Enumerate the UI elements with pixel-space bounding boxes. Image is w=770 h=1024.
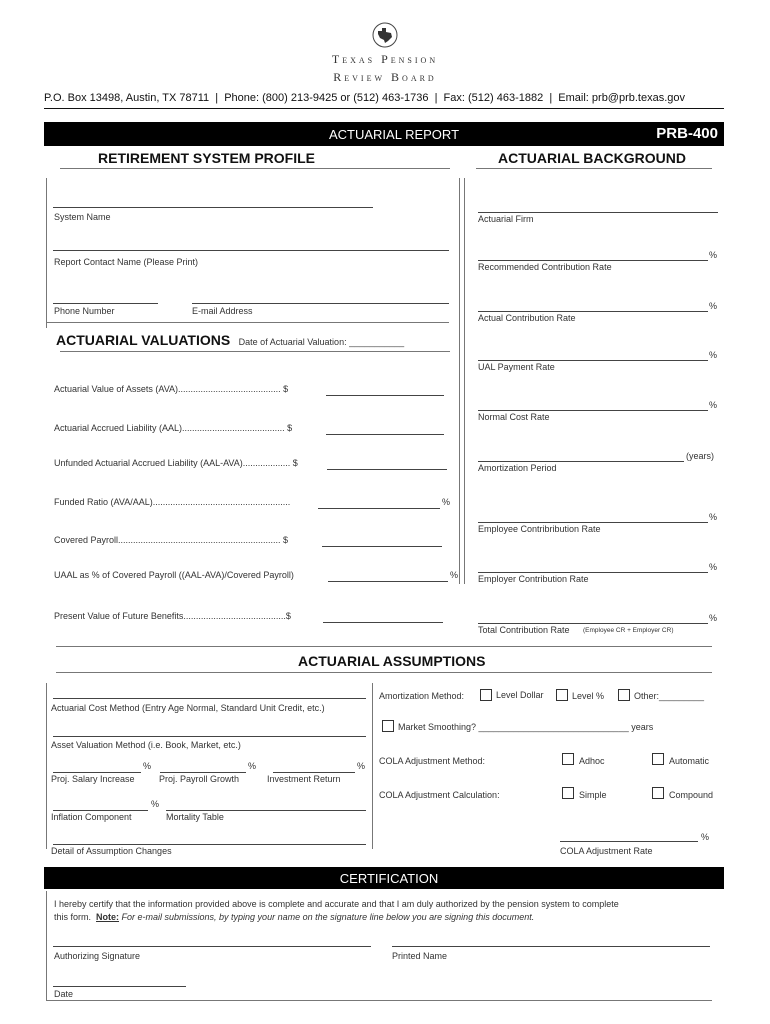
assumptions-top-rule [56, 646, 712, 647]
payroll-pct: % [248, 761, 257, 771]
valuations-heading: ACTUARIAL VALUATIONS [56, 332, 231, 348]
assumptions-left-border [46, 683, 47, 849]
valuation-row-field[interactable] [328, 567, 448, 582]
center-divider-2 [464, 178, 465, 584]
system-name-field[interactable] [53, 193, 373, 208]
profile-heading-rule [60, 168, 450, 169]
cola-rate-label: COLA Adjustment Rate [560, 846, 653, 856]
printed-name-field[interactable] [392, 932, 710, 947]
background-label: Actuarial Firm [478, 214, 534, 224]
date-label: Date [54, 989, 74, 999]
valuation-row-field[interactable] [318, 494, 440, 509]
title-bar [44, 122, 724, 146]
background-field[interactable] [478, 558, 708, 573]
date-field[interactable] [53, 972, 186, 987]
level-pct-checkbox[interactable] [556, 689, 568, 701]
valuation-row-label: Covered Payroll................................................................. $ [54, 535, 289, 545]
valuations-heading-rule [60, 351, 450, 352]
assumption-changes-label: Detail of Assumption Changes [51, 846, 172, 856]
payroll-growth-field[interactable] [160, 758, 246, 773]
form-id: PRB-400 [656, 125, 718, 142]
phone-label: Phone Number [54, 306, 115, 316]
certification-bar [44, 867, 724, 889]
adhoc-label: Adhoc [579, 756, 605, 766]
valuation-row-label: UAAL as % of Covered Payroll ((AAL-AVA)/Covered Payroll) [54, 570, 294, 580]
valuation-row-field[interactable] [326, 381, 444, 396]
background-field[interactable] [478, 346, 708, 361]
logo [300, 22, 470, 88]
background-unit: % [709, 562, 718, 572]
other-label: Other:_________ [634, 691, 705, 701]
background-label: Total Contribution Rate [478, 625, 570, 635]
background-label: Employer Contribution Rate [478, 574, 589, 584]
background-unit: % [709, 250, 718, 260]
valuation-row-label: Present Value of Future Benefits.........................................$ [54, 611, 291, 621]
simple-checkbox[interactable] [562, 787, 574, 799]
background-label: Actual Contribution Rate [478, 313, 576, 323]
assumptions-bottom-rule [56, 672, 712, 673]
valuation-row-field[interactable] [322, 532, 442, 547]
background-unit: % [709, 350, 718, 360]
compound-label: Compound [669, 790, 714, 800]
contact-line: P.O. Box 13498, Austin, TX 78711 | Phone: (800) 213-9425 or (512) 463-1736 | Fax: (512) 463-1882 | Email: prb@prb.texas.gov [44, 92, 686, 104]
background-field[interactable] [478, 447, 684, 462]
logo-line-1: Texas Pension [331, 52, 439, 66]
left-border [46, 178, 47, 328]
email-field[interactable] [192, 289, 449, 304]
background-label: Employee Contribribution Rate [478, 524, 601, 534]
other-checkbox[interactable] [618, 689, 630, 701]
phone-field[interactable] [53, 289, 158, 304]
background-unit: (years) [686, 451, 715, 461]
level-dollar-checkbox[interactable] [480, 689, 492, 701]
background-field[interactable] [478, 609, 708, 624]
background-heading-rule [476, 168, 712, 169]
simple-label: Simple [579, 790, 607, 800]
contact-name-label: Report Contact Name (Please Print) [54, 257, 199, 267]
email-label: E-mail Address [192, 306, 253, 316]
cola-calc-label: COLA Adjustment Calculation: [379, 790, 500, 800]
assumptions-heading: ACTUARIAL ASSUMPTIONS [298, 653, 486, 669]
background-unit: % [709, 301, 718, 311]
amortization-method-label: Amortization Method: [379, 691, 465, 701]
adhoc-checkbox[interactable] [562, 753, 574, 765]
total-note: (Employee CR + Employer CR) [583, 627, 674, 634]
investment-label: Investment Return [267, 774, 341, 784]
valuation-row-label: Unfunded Actuarial Accrued Liability (AAL-AVA)................... $ [54, 458, 298, 468]
background-label: Normal Cost Rate [478, 412, 550, 422]
background-unit: % [709, 512, 718, 522]
certification-bottom-rule [46, 1000, 712, 1001]
level-pct-label: Level % [572, 691, 605, 701]
profile-heading: RETIREMENT SYSTEM PROFILE [98, 150, 316, 166]
background-field[interactable] [478, 297, 708, 312]
background-field[interactable] [478, 246, 708, 261]
asset-method-label: Asset Valuation Method (i.e. Book, Market, etc.) [51, 740, 241, 750]
certification-text-2a: this form. [54, 912, 97, 922]
valuation-row-field[interactable] [326, 420, 444, 435]
certification-left-border [46, 891, 47, 1001]
mortality-field[interactable] [166, 796, 366, 811]
certification-heading: CERTIFICATION [339, 871, 439, 886]
note-label: Note: [96, 912, 120, 922]
valuation-row-field[interactable] [327, 455, 447, 470]
valuation-row-field[interactable] [323, 608, 443, 623]
valuation-row-label: Funded Ratio (AVA/AAL)....................................................... [54, 497, 291, 507]
salary-increase-field[interactable] [53, 758, 141, 773]
background-unit: % [709, 613, 718, 623]
certification-text-1: I hereby certify that the information provided above is complete and accurate and that I am duly authorized by the pension system to complete [54, 899, 619, 909]
investment-return-field[interactable] [273, 758, 355, 773]
salary-pct: % [143, 761, 152, 771]
authorizing-signature-field[interactable] [53, 932, 371, 947]
valuation-row-unit: % [450, 570, 459, 580]
assumptions-center-divider [372, 683, 373, 849]
valuation-row-label: Actuarial Accrued Liability (AAL)......................................... $ [54, 423, 293, 433]
investment-pct: % [357, 761, 366, 771]
signature-label: Authorizing Signature [54, 951, 141, 961]
background-label: Recommended Contribution Rate [478, 262, 612, 272]
report-title: ACTUARIAL REPORT [328, 127, 460, 142]
contact-name-field[interactable] [53, 236, 449, 251]
assumption-changes-field[interactable] [53, 830, 366, 845]
background-field[interactable] [478, 198, 718, 213]
background-field[interactable] [478, 508, 708, 523]
texas-star-seal-icon [372, 22, 398, 48]
valuation-row-unit: % [442, 497, 451, 507]
center-divider-1 [459, 178, 460, 584]
inflation-label: Inflation Component [51, 812, 132, 822]
system-name-label: System Name [54, 212, 111, 222]
inflation-pct: % [151, 799, 160, 809]
automatic-checkbox[interactable] [652, 753, 664, 765]
payroll-label: Proj. Payroll Growth [159, 774, 240, 784]
certification-text-2 [54, 912, 534, 922]
market-smoothing-label: Market Smoothing? ______________________________ years [398, 722, 654, 732]
printed-name-label: Printed Name [392, 951, 448, 961]
background-field[interactable] [478, 396, 708, 411]
level-dollar-label: Level Dollar [496, 690, 544, 700]
background-label: Amortization Period [478, 463, 557, 473]
cost-method-field[interactable] [53, 684, 366, 699]
salary-label: Proj. Salary Increase [51, 774, 135, 784]
cola-rate-field[interactable] [560, 827, 698, 842]
background-label: UAL Payment Rate [478, 362, 555, 372]
market-smoothing-checkbox[interactable] [382, 720, 394, 732]
profile-bottom-rule [46, 322, 449, 323]
valuations-heading-row [56, 332, 404, 350]
asset-method-field[interactable] [53, 722, 366, 737]
logo-line-2: Review Board [333, 70, 437, 84]
automatic-label: Automatic [669, 756, 710, 766]
inflation-field[interactable] [53, 796, 148, 811]
cost-method-label: Actuarial Cost Method (Entry Age Normal, Standard Unit Credit, etc.) [51, 703, 325, 713]
background-unit: % [709, 400, 718, 410]
mortality-label: Mortality Table [166, 812, 224, 822]
compound-checkbox[interactable] [652, 787, 664, 799]
background-heading: ACTUARIAL BACKGROUND [498, 150, 686, 166]
cola-rate-pct: % [701, 832, 710, 842]
cola-method-label: COLA Adjustment Method: [379, 756, 486, 766]
contact-divider [44, 108, 724, 109]
valuation-row-label: Actuarial Value of Assets (AVA)......................................... $ [54, 384, 289, 394]
valuation-date-label: Date of Actuarial Valuation: ___________ [238, 337, 405, 347]
certification-text-2b: For e-mail submissions, by typing your name on the signature line below you are signing this document. [119, 912, 535, 922]
